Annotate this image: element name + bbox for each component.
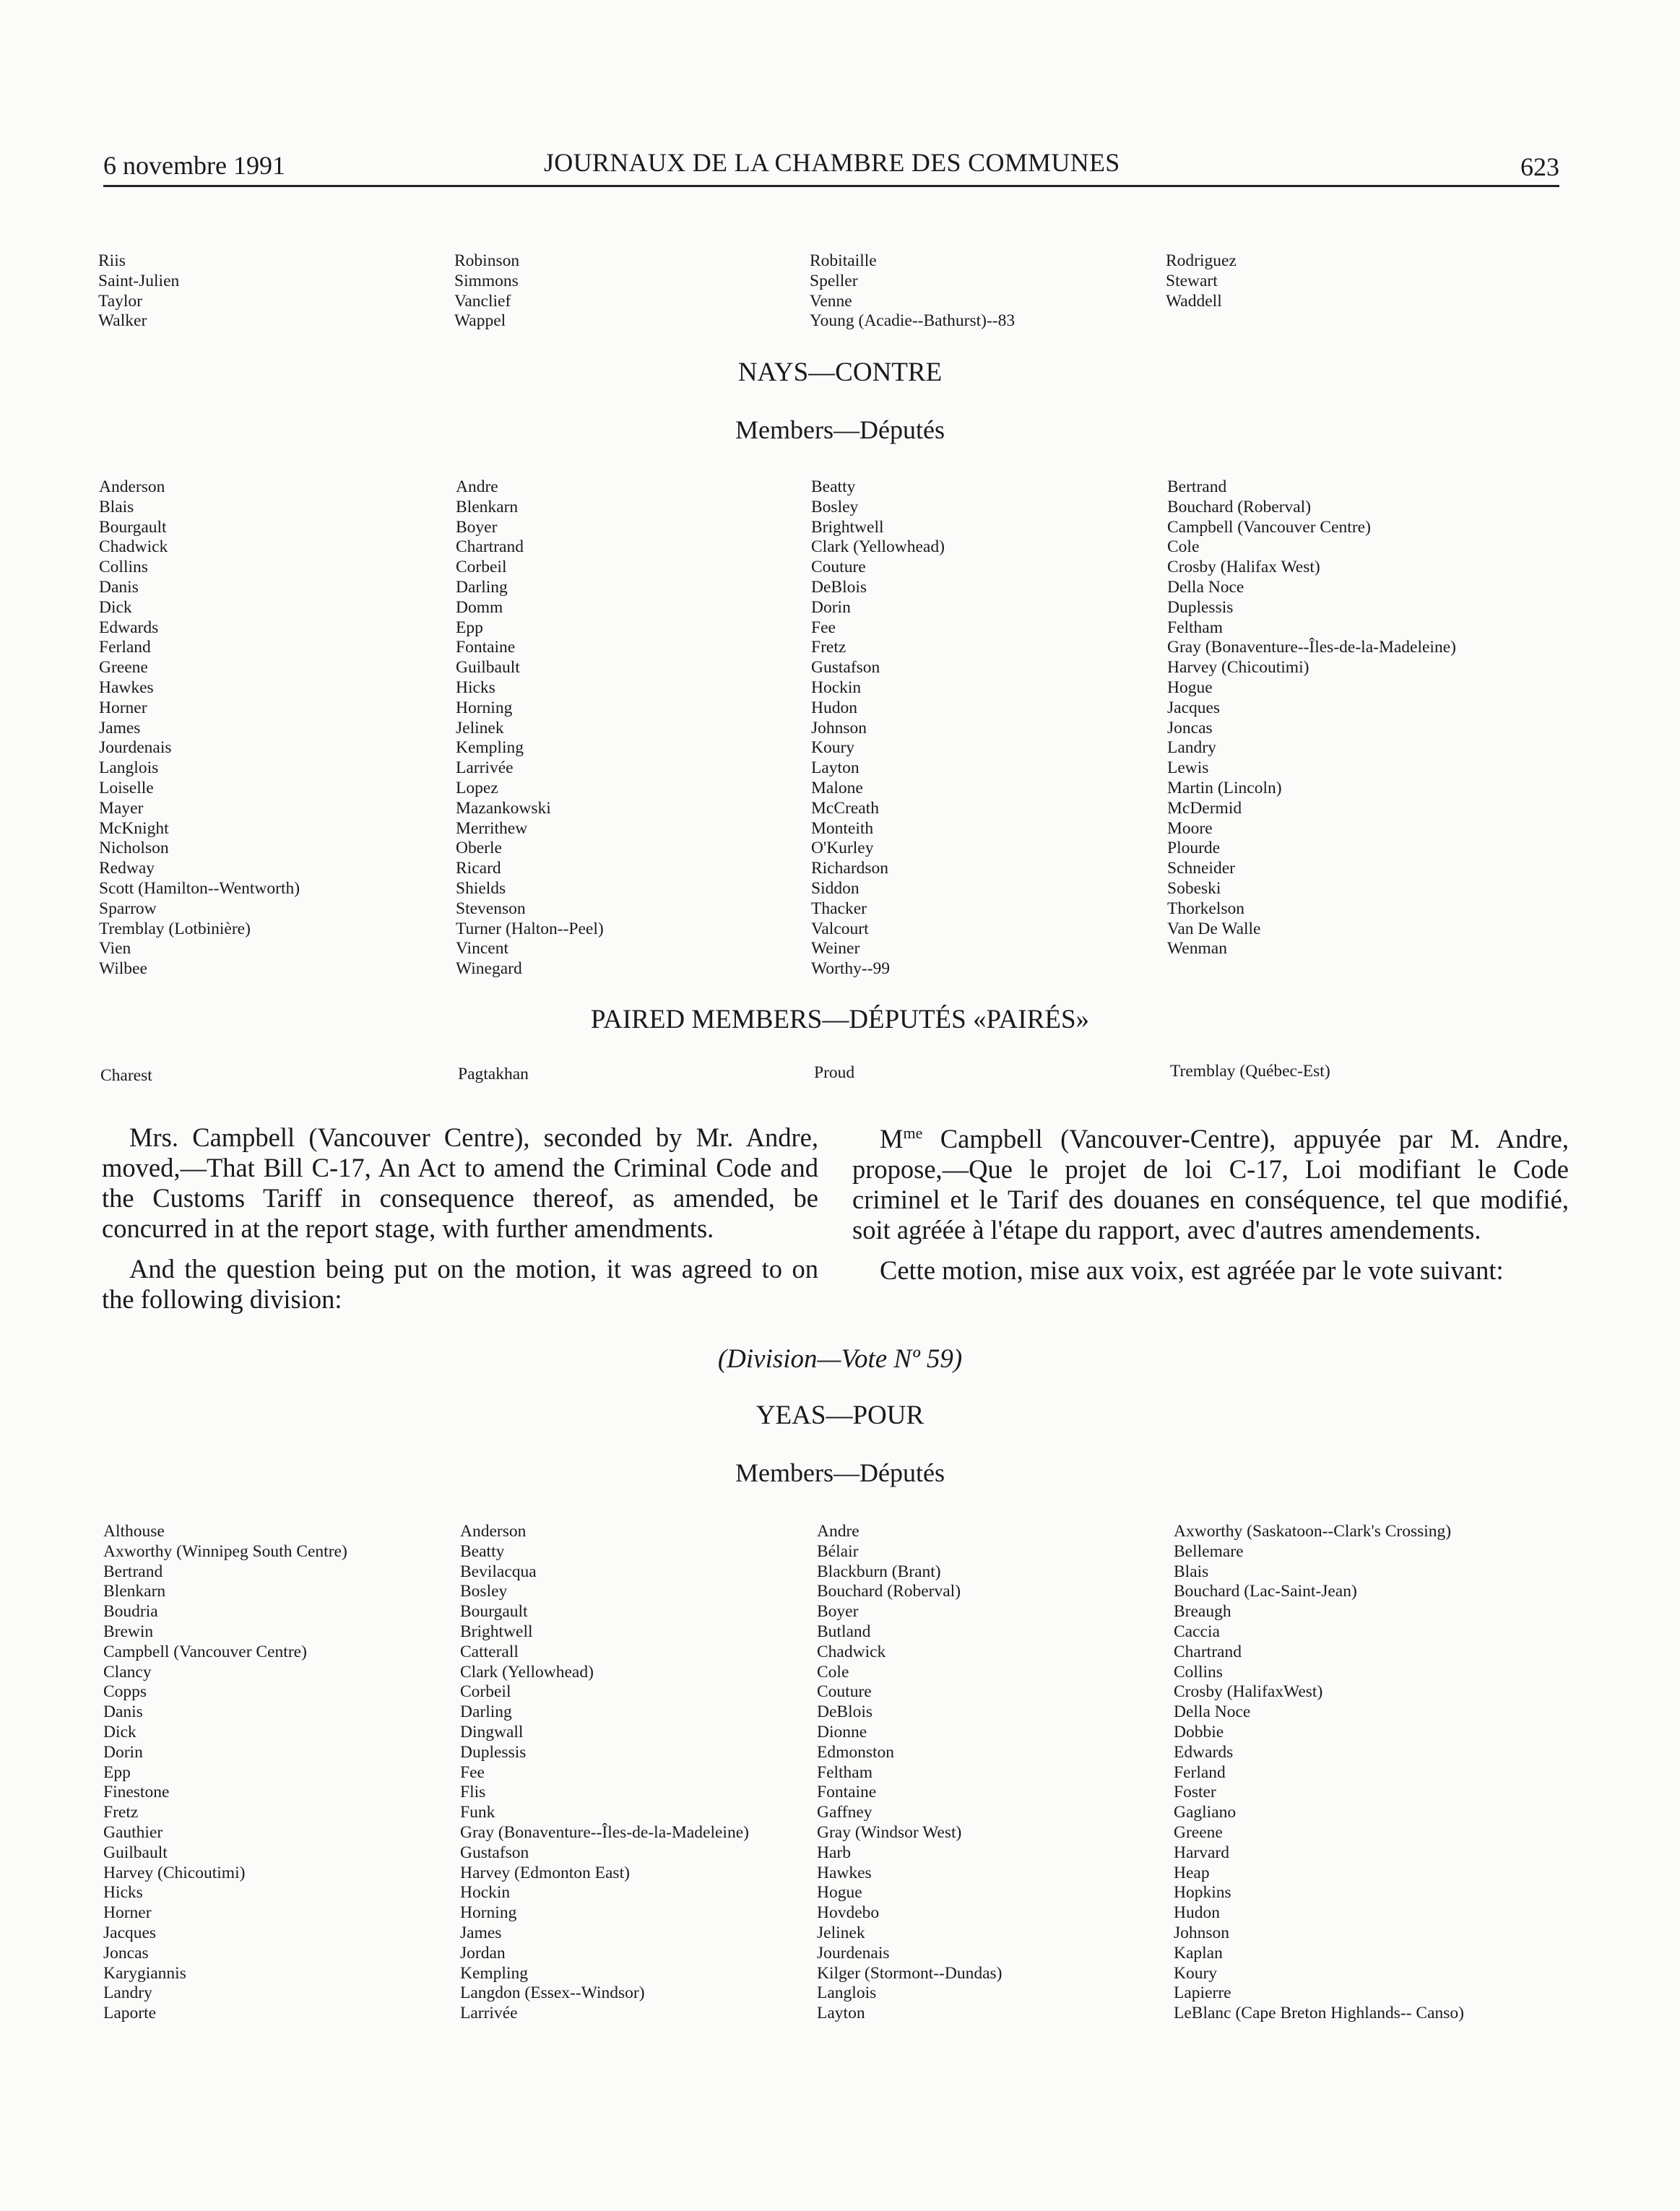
member-name: Blais: [99, 497, 134, 516]
member-name: Johnson: [811, 718, 867, 737]
member-name: Fretz: [811, 638, 847, 657]
member-name: Bellemare: [1174, 1541, 1244, 1561]
member-name: Feltham: [817, 1762, 873, 1782]
member-name: Hockin: [460, 1883, 511, 1903]
member-name: Dionne: [817, 1722, 867, 1741]
page-number: 623: [1520, 152, 1559, 181]
member-name: Thorkelson: [1167, 899, 1245, 918]
member-name: Robitaille: [810, 251, 877, 270]
member-name: Hudon: [811, 698, 857, 717]
member-name: Bertrand: [1167, 477, 1227, 496]
member-name: Crosby (Halifax West): [1167, 558, 1320, 577]
member-name: Andre: [456, 477, 498, 496]
member-name: Dorin: [811, 597, 851, 617]
member-name: Anderson: [99, 477, 165, 496]
member-name: Campbell (Vancouver Centre): [1167, 517, 1371, 537]
member-name: Fee: [811, 618, 836, 637]
member-name: Lewis: [1167, 758, 1209, 778]
member-name: Gauthier: [103, 1822, 163, 1842]
member-name: Gray (Bonaventure--Îles-de-la-Madeleine): [460, 1822, 749, 1842]
member-name: Gustafson: [460, 1843, 529, 1862]
name-column: [1174, 1522, 1513, 2024]
member-name: Jacques: [103, 1923, 157, 1942]
member-name: Vincent: [456, 939, 508, 959]
member-name: Couture: [817, 1682, 872, 1702]
member-name: Harb: [817, 1843, 851, 1862]
motion-fr-title: M: [880, 1124, 904, 1154]
member-name: Valcourt: [811, 919, 869, 938]
member-name: Koury: [811, 738, 855, 758]
member-name: Walker: [98, 311, 147, 331]
member-name: Dorin: [103, 1742, 143, 1762]
member-name: Jourdenais: [99, 738, 172, 758]
member-name: Boudria: [103, 1602, 158, 1622]
member-name: Kilger (Stormont--Dundas): [817, 1963, 1003, 1983]
member-name: Langdon (Essex--Windsor): [460, 1983, 645, 2003]
motion-fr-paragraph: [852, 1118, 1569, 1245]
member-name: DeBlois: [817, 1702, 873, 1722]
member-name: Wappel: [454, 311, 506, 331]
member-name: Guilbault: [103, 1843, 168, 1862]
member-name: Fontaine: [817, 1783, 877, 1802]
member-name: Guilbault: [456, 658, 520, 678]
member-name: Chartrand: [1174, 1642, 1242, 1661]
member-name: Dobbie: [1174, 1722, 1224, 1741]
member-name: Clark (Yellowhead): [460, 1662, 594, 1682]
member-name: Mayer: [99, 798, 144, 818]
member-name: Axworthy (Saskatoon--Clark's Crossing): [1174, 1522, 1452, 1541]
member-name: Edwards: [99, 618, 159, 637]
name-column: [460, 1522, 800, 2024]
member-name: James: [99, 718, 141, 737]
paired-name: Proud: [814, 1063, 855, 1082]
paired-heading: PAIRED MEMBERS—DÉPUTÉS «PAIRÉS»: [590, 1005, 1090, 1034]
member-name: Althouse: [103, 1522, 165, 1541]
member-name: Laporte: [103, 2004, 157, 2023]
member-name: Beatty: [460, 1541, 505, 1561]
member-name: Hovdebo: [817, 1903, 880, 1923]
member-name: Nicholson: [99, 839, 169, 858]
member-name: Collins: [99, 558, 148, 577]
member-name: Wenman: [1167, 939, 1227, 959]
member-name: Bouchard (Roberval): [1167, 497, 1312, 516]
member-name: Campbell (Vancouver Centre): [103, 1642, 307, 1661]
motion-en-paragraph: Mrs. Campbell (Vancouver Centre), seconded by Mr. Andre, moved,—That Bill C-17, An Act to amend the Criminal Code and the Customs Tariff in consequence thereof, as amended, be concurred in at the report stage, with further amendments.: [102, 1122, 818, 1243]
name-column: [103, 1522, 443, 2024]
member-name: Gray (Bonaventure--Îles-de-la-Madeleine): [1167, 638, 1456, 657]
member-name: Blackburn (Brant): [817, 1562, 941, 1581]
header-title: JOURNAUX DE LA CHAMBRE DES COMMUNES: [544, 148, 1120, 177]
member-name: Blenkarn: [103, 1582, 166, 1601]
member-name: Finestone: [103, 1783, 170, 1802]
member-name: Bouchard (Roberval): [817, 1582, 961, 1601]
member-name: Funk: [460, 1803, 495, 1822]
member-name: Vanclief: [454, 291, 511, 311]
member-name: Boyer: [817, 1602, 859, 1622]
member-name: Hogue: [1167, 678, 1213, 697]
member-name: Taylor: [98, 291, 142, 311]
member-name: Duplessis: [460, 1742, 527, 1762]
member-name: Hawkes: [99, 678, 154, 697]
member-name: Hicks: [456, 678, 495, 697]
member-name: Langlois: [817, 1983, 877, 2003]
motion-english: [102, 1122, 818, 1315]
member-name: Beatty: [811, 477, 856, 496]
member-name: Della Noce: [1167, 577, 1244, 597]
member-name: Joncas: [1167, 718, 1213, 737]
member-name: Landry: [103, 1983, 152, 2003]
member-name: Stewart: [1166, 271, 1218, 290]
member-name: Clark (Yellowhead): [811, 537, 945, 557]
member-name: Harvey (Edmonton East): [460, 1863, 630, 1882]
member-name: Wilbee: [99, 959, 147, 979]
member-name: Harvey (Chicoutimi): [103, 1863, 246, 1882]
member-name: Sobeski: [1167, 878, 1221, 898]
name-column: [1167, 477, 1507, 959]
member-name: Ferland: [1174, 1762, 1226, 1782]
member-name: DeBlois: [811, 577, 867, 597]
member-name: Domm: [456, 597, 503, 617]
member-name: Epp: [456, 618, 483, 637]
member-name: Corbeil: [460, 1682, 511, 1702]
member-name: Robinson: [454, 251, 520, 270]
name-column: [98, 251, 438, 332]
member-name: Fee: [460, 1762, 485, 1782]
paired-name: Charest: [100, 1066, 152, 1085]
member-name: Kaplan: [1174, 1943, 1223, 1963]
member-name: Moore: [1167, 818, 1213, 838]
member-name: Jordan: [460, 1943, 506, 1963]
member-name: Boyer: [456, 517, 498, 537]
member-name: Langlois: [99, 758, 159, 778]
member-name: Ricard: [456, 859, 501, 878]
member-name: Couture: [811, 558, 866, 577]
member-name: Jacques: [1167, 698, 1221, 717]
member-name: Butland: [817, 1622, 871, 1641]
member-name: LeBlanc (Cape Breton Highlands-- Canso): [1174, 2004, 1465, 2023]
name-column: [456, 477, 795, 979]
member-name: Bosley: [460, 1582, 508, 1601]
member-name: Ferland: [99, 638, 151, 657]
name-column: [99, 477, 438, 979]
member-name: Johnson: [1174, 1923, 1230, 1942]
motion-fr-title-sup: me: [903, 1124, 923, 1142]
member-name: Siddon: [811, 878, 860, 898]
member-name: Hudon: [1174, 1903, 1220, 1923]
name-column: [817, 1522, 1156, 2024]
member-name: Riis: [98, 251, 126, 270]
member-name: Caccia: [1174, 1622, 1220, 1641]
member-name: Hicks: [103, 1883, 143, 1903]
member-name: Breaugh: [1174, 1602, 1231, 1622]
paired-name: Tremblay (Québec-Est): [1170, 1062, 1330, 1081]
yeas-subheading: Members—Députés: [735, 1458, 945, 1487]
member-name: Waddell: [1166, 291, 1222, 311]
member-name: Fretz: [103, 1803, 139, 1822]
member-name: Simmons: [454, 271, 519, 290]
member-name: Lapierre: [1174, 1983, 1231, 2003]
member-name: Horner: [99, 698, 147, 717]
member-name: Della Noce: [1174, 1702, 1251, 1722]
member-name: Jourdenais: [817, 1943, 890, 1963]
member-name: Redway: [99, 859, 155, 878]
motion-french: [852, 1118, 1569, 1286]
member-name: McKnight: [99, 818, 169, 838]
member-name: Collins: [1174, 1662, 1223, 1682]
member-name: Edmonston: [817, 1742, 895, 1762]
member-name: Horner: [103, 1903, 152, 1923]
member-name: Layton: [811, 758, 860, 778]
member-name: Rodriguez: [1166, 251, 1237, 270]
member-name: Merrithew: [456, 818, 528, 838]
member-name: Loiselle: [99, 778, 154, 797]
member-name: Danis: [99, 577, 139, 597]
header-date: 6 novembre 1991: [103, 151, 285, 180]
member-name: Turner (Halton--Peel): [456, 919, 604, 938]
member-name: Mazankowski: [456, 798, 551, 818]
motion-fr-text: Campbell (Vancouver-Centre), appuyée par M. Andre, propose,—Que le projet de loi C-17, Loi modifiant le Code criminel et le Tarif des douanes en conséquence, tel que modifié, soit agréée à l'étape du rapport, avec d'autres amendements.: [852, 1124, 1569, 1245]
member-name: Jelinek: [456, 718, 504, 737]
member-name: Landry: [1167, 738, 1216, 758]
member-name: Chadwick: [99, 537, 168, 557]
member-name: O'Kurley: [811, 839, 874, 858]
member-name: Scott (Hamilton--Wentworth): [99, 878, 300, 898]
nays-heading: NAYS—CONTRE: [737, 358, 943, 387]
member-name: Dick: [99, 597, 132, 617]
member-name: James: [460, 1923, 502, 1942]
member-name: Edwards: [1174, 1742, 1234, 1762]
member-name: Harvey (Chicoutimi): [1167, 658, 1309, 678]
member-name: Speller: [810, 271, 858, 290]
member-name: Gustafson: [811, 658, 880, 678]
member-name: Chadwick: [817, 1642, 886, 1661]
member-name: Worthy--99: [811, 959, 891, 979]
member-name: Van De Walle: [1167, 919, 1261, 938]
member-name: Bosley: [811, 497, 859, 516]
member-name: Bertrand: [103, 1562, 163, 1581]
member-name: Epp: [103, 1762, 131, 1782]
member-name: Corbeil: [456, 558, 507, 577]
member-name: Axworthy (Winnipeg South Centre): [103, 1541, 347, 1561]
member-name: Karygiannis: [103, 1963, 186, 1983]
member-name: Larrivée: [460, 2004, 518, 2023]
member-name: Young (Acadie--Bathurst)--83: [810, 311, 1016, 331]
member-name: Blais: [1174, 1562, 1209, 1581]
member-name: Feltham: [1167, 618, 1224, 637]
name-column: [454, 251, 794, 332]
member-name: Clancy: [103, 1662, 152, 1682]
member-name: Gaffney: [817, 1803, 873, 1822]
member-name: Bouchard (Lac-Saint-Jean): [1174, 1582, 1357, 1601]
member-name: Martin (Lincoln): [1167, 778, 1282, 797]
member-name: Winegard: [456, 959, 522, 979]
member-name: Venne: [810, 291, 852, 311]
member-name: Darling: [460, 1702, 512, 1722]
member-name: Joncas: [103, 1943, 149, 1963]
member-name: Shields: [456, 878, 506, 898]
member-name: Dick: [103, 1722, 137, 1741]
member-name: Gagliano: [1174, 1803, 1237, 1822]
member-name: Harvard: [1174, 1843, 1229, 1862]
yeas-heading: YEAS—POUR: [755, 1401, 925, 1430]
member-name: Brightwell: [460, 1622, 533, 1641]
member-name: Hopkins: [1174, 1883, 1231, 1903]
member-name: Bevilacqua: [460, 1562, 537, 1581]
member-name: Heap: [1174, 1863, 1210, 1882]
member-name: Anderson: [460, 1522, 527, 1541]
page-header: [103, 149, 1559, 187]
member-name: Catterall: [460, 1642, 519, 1661]
member-name: Weiner: [811, 939, 860, 959]
member-name: Monteith: [811, 818, 874, 838]
member-name: Andre: [817, 1522, 860, 1541]
member-name: Oberle: [456, 839, 502, 858]
member-name: Hawkes: [817, 1863, 872, 1882]
member-name: Greene: [99, 658, 148, 678]
member-name: Plourde: [1167, 839, 1221, 858]
motion-en-question: And the question being put on the motion, it was agreed to on the following division:: [102, 1254, 818, 1314]
member-name: Dingwall: [460, 1722, 524, 1741]
member-name: Bourgault: [460, 1602, 528, 1622]
member-name: Stevenson: [456, 899, 526, 918]
member-name: Sparrow: [99, 899, 157, 918]
member-name: Brightwell: [811, 517, 884, 537]
member-name: Tremblay (Lotbinière): [99, 919, 251, 938]
member-name: Larrivée: [456, 758, 514, 778]
member-name: Fontaine: [456, 638, 516, 657]
member-name: Hogue: [817, 1883, 862, 1903]
member-name: Layton: [817, 2004, 865, 2023]
member-name: Crosby (HalifaxWest): [1174, 1682, 1323, 1702]
member-name: Danis: [103, 1702, 143, 1722]
member-name: Bélair: [817, 1541, 859, 1561]
member-name: McCreath: [811, 798, 879, 818]
member-name: Lopez: [456, 778, 498, 797]
member-name: Schneider: [1167, 859, 1235, 878]
member-name: Flis: [460, 1783, 486, 1802]
member-name: Saint-Julien: [98, 271, 180, 290]
member-name: Greene: [1174, 1822, 1223, 1842]
member-name: Vien: [99, 939, 131, 959]
member-name: Richardson: [811, 859, 889, 878]
member-name: Kempling: [460, 1963, 528, 1983]
member-name: Foster: [1174, 1783, 1216, 1802]
member-name: Blenkarn: [456, 497, 519, 516]
member-name: Hockin: [811, 678, 862, 697]
name-column: [1166, 251, 1505, 311]
member-name: Bourgault: [99, 517, 167, 537]
member-name: Brewin: [103, 1622, 154, 1641]
member-name: Horning: [456, 698, 513, 717]
division-label: (Division—Vote Nº 59): [717, 1344, 963, 1374]
member-name: Koury: [1174, 1963, 1218, 1983]
member-name: Cole: [817, 1662, 849, 1682]
paired-name: Pagtakhan: [458, 1065, 529, 1083]
member-name: Chartrand: [456, 537, 524, 557]
member-name: Copps: [103, 1682, 147, 1702]
member-name: Jelinek: [817, 1923, 865, 1942]
member-name: Thacker: [811, 899, 867, 918]
member-name: Duplessis: [1167, 597, 1234, 617]
motion-fr-question: Cette motion, mise aux voix, est agréée par le vote suivant:: [880, 1255, 1504, 1286]
name-column: [810, 251, 1149, 332]
member-name: McDermid: [1167, 798, 1242, 818]
member-name: Malone: [811, 778, 863, 797]
member-name: Darling: [456, 577, 508, 597]
member-name: Kempling: [456, 738, 524, 758]
nays-subheading: Members—Députés: [735, 415, 945, 444]
member-name: Gray (Windsor West): [817, 1822, 962, 1842]
name-column: [811, 477, 1151, 979]
member-name: Horning: [460, 1903, 517, 1923]
member-name: Cole: [1167, 537, 1200, 557]
